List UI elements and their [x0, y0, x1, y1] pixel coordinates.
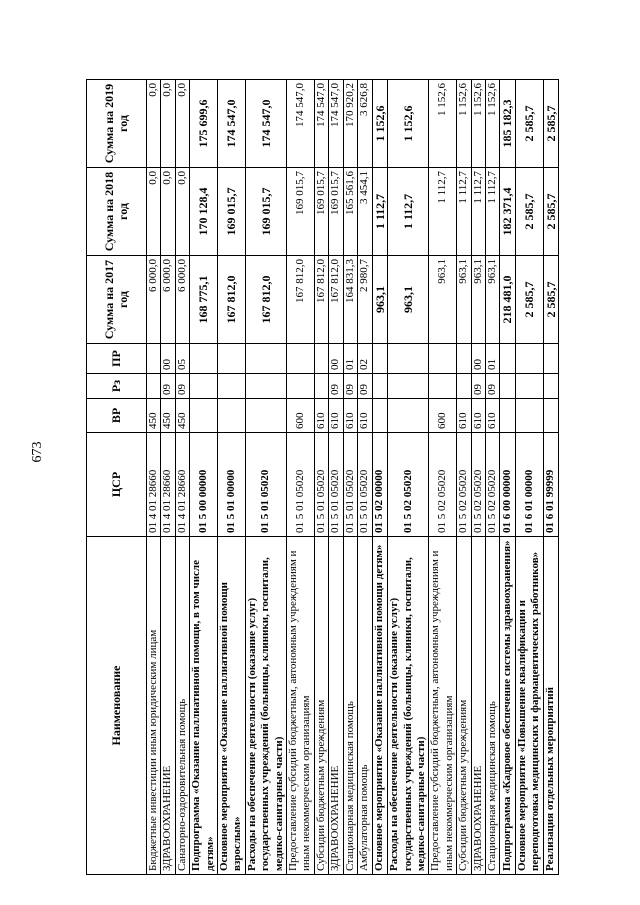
cell-pr: 00: [161, 344, 175, 374]
cell-y2017: 167 812,0: [314, 256, 328, 344]
cell-vr: 450: [175, 399, 189, 433]
cell-name: Основное мероприятие «Оказание паллиативной помощи детям»: [372, 537, 388, 875]
table-row: [429, 80, 457, 875]
cell-y2018: 1 112,7: [457, 168, 471, 256]
cell-csr: 01 5 02 00000: [372, 433, 388, 537]
cell-csr: 01 5 02 05020: [457, 433, 471, 537]
cell-y2019: 1 152,6: [457, 80, 471, 168]
cell-y2019: 174 547,0: [245, 80, 286, 168]
cell-rz: [147, 374, 161, 399]
cell-csr: 01 5 01 05020: [343, 433, 357, 537]
cell-name: Субсидии бюджетным учреждениям: [314, 537, 328, 875]
cell-name: Предоставление субсидий бюджетным, автономным учреждениям и иным некоммерческим организациям: [429, 537, 457, 875]
table-row: [175, 80, 189, 875]
cell-y2018: 169 015,7: [314, 168, 328, 256]
cell-vr: 610: [471, 399, 485, 433]
cell-y2019: 0,0: [147, 80, 161, 168]
cell-y2017: 167 812,0: [218, 256, 246, 344]
cell-vr: [372, 399, 388, 433]
cell-name: ЗДРАВООХРАНЕНИЕ: [471, 537, 485, 875]
cell-vr: 610: [358, 399, 372, 433]
col-header-2018: Сумма на 2018 год: [87, 168, 147, 256]
cell-name: Стационарная медицинская помощь: [343, 537, 357, 875]
table-row: [245, 80, 286, 875]
cell-pr: 00: [471, 344, 485, 374]
cell-y2018: 165 561,6: [343, 168, 357, 256]
cell-y2018: 1 112,7: [388, 168, 429, 256]
cell-y2017: 963,1: [372, 256, 388, 344]
table-row: [358, 80, 372, 875]
table-row: [485, 80, 499, 875]
cell-vr: 610: [343, 399, 357, 433]
cell-y2019: 1 152,6: [471, 80, 485, 168]
cell-y2017: 2 585,7: [543, 256, 559, 344]
cell-pr: [245, 344, 286, 374]
cell-y2017: 6 000,0: [175, 256, 189, 344]
cell-y2018: 169 015,7: [218, 168, 246, 256]
cell-vr: [516, 399, 544, 433]
cell-y2017: 963,1: [471, 256, 485, 344]
cell-y2017: 6 000,0: [147, 256, 161, 344]
cell-vr: 610: [314, 399, 328, 433]
cell-pr: 01: [343, 344, 357, 374]
cell-csr: 01 5 02 05020: [388, 433, 429, 537]
cell-rz: [429, 374, 457, 399]
cell-y2017: 218 481,0: [500, 256, 516, 344]
cell-pr: [388, 344, 429, 374]
cell-pr: [372, 344, 388, 374]
cell-y2017: 963,1: [429, 256, 457, 344]
cell-y2019: 1 152,6: [429, 80, 457, 168]
table-row: [314, 80, 328, 875]
cell-rz: 09: [358, 374, 372, 399]
cell-y2018: 169 015,7: [329, 168, 343, 256]
cell-vr: [543, 399, 559, 433]
cell-csr: 01 5 01 00000: [218, 433, 246, 537]
cell-rz: [500, 374, 516, 399]
cell-y2018: 0,0: [147, 168, 161, 256]
cell-y2018: 1 112,7: [485, 168, 499, 256]
col-header-vr: ВР: [87, 399, 147, 433]
cell-vr: [245, 399, 286, 433]
cell-csr: 01 4 01 28660: [161, 433, 175, 537]
table-header: [87, 80, 147, 875]
cell-vr: [500, 399, 516, 433]
cell-name: Основное мероприятие «Повышение квалификации и переподготовка медицинских и фармацевтических работников»: [516, 537, 544, 875]
cell-csr: 01 5 00 00000: [190, 433, 218, 537]
cell-csr: 01 5 02 05020: [471, 433, 485, 537]
cell-y2018: 1 112,7: [372, 168, 388, 256]
cell-y2018: 2 585,7: [543, 168, 559, 256]
col-header-2019: Сумма на 2019 год: [87, 80, 147, 168]
cell-name: Субсидии бюджетным учреждениям: [457, 537, 471, 875]
table-row: [516, 80, 544, 875]
cell-rz: [287, 374, 315, 399]
cell-csr: 01 5 01 05020: [245, 433, 286, 537]
cell-y2018: 1 112,7: [429, 168, 457, 256]
table-row: [161, 80, 175, 875]
cell-csr: 01 5 02 05020: [485, 433, 499, 537]
cell-rz: 09: [471, 374, 485, 399]
cell-y2018: 169 015,7: [245, 168, 286, 256]
table-row: [329, 80, 343, 875]
cell-pr: [543, 344, 559, 374]
cell-y2017: 168 775,1: [190, 256, 218, 344]
cell-vr: 450: [147, 399, 161, 433]
cell-name: Реализация отдельных мероприятий: [543, 537, 559, 875]
cell-y2017: 167 812,0: [287, 256, 315, 344]
cell-y2019: 0,0: [161, 80, 175, 168]
cell-y2018: 170 128,4: [190, 168, 218, 256]
cell-pr: [314, 344, 328, 374]
rotated-page: [86, 80, 559, 875]
cell-csr: 01 5 01 05020: [358, 433, 372, 537]
table-row: [388, 80, 429, 875]
col-header-2017: Сумма на 2017 год: [87, 256, 147, 344]
cell-pr: [147, 344, 161, 374]
cell-rz: 09: [485, 374, 499, 399]
col-header-csr: ЦСР: [87, 433, 147, 537]
cell-csr: 01 5 02 05020: [429, 433, 457, 537]
cell-y2019: 174 547,0: [287, 80, 315, 168]
cell-y2019: 170 920,2: [343, 80, 357, 168]
table-row: [372, 80, 388, 875]
cell-csr: 01 4 01 28660: [147, 433, 161, 537]
cell-csr: 01 5 01 05020: [314, 433, 328, 537]
cell-y2017: 167 812,0: [329, 256, 343, 344]
cell-csr: 01 5 01 05020: [329, 433, 343, 537]
cell-vr: 600: [429, 399, 457, 433]
cell-name: Подпрограмма «Оказание паллиативной помощи, в том числе детям»: [190, 537, 218, 875]
cell-y2017: 963,1: [485, 256, 499, 344]
cell-vr: 610: [485, 399, 499, 433]
cell-pr: 05: [175, 344, 189, 374]
cell-pr: [287, 344, 315, 374]
cell-pr: [218, 344, 246, 374]
cell-pr: 00: [329, 344, 343, 374]
cell-rz: [190, 374, 218, 399]
cell-rz: [457, 374, 471, 399]
cell-name: Бюджетные инвестиции иным юридическим лицам: [147, 537, 161, 875]
cell-rz: [218, 374, 246, 399]
cell-vr: [218, 399, 246, 433]
cell-rz: [245, 374, 286, 399]
table-row: [500, 80, 516, 875]
cell-rz: [388, 374, 429, 399]
cell-y2019: 0,0: [175, 80, 189, 168]
cell-pr: [190, 344, 218, 374]
page-number: 673: [30, 441, 45, 463]
cell-name: Амбулаторная помощь: [358, 537, 372, 875]
cell-name: ЗДРАВООХРАНЕНИЕ: [161, 537, 175, 875]
cell-name: Стационарная медицинская помощь: [485, 537, 499, 875]
col-header-rz: Рз: [87, 374, 147, 399]
cell-y2018: 169 015,7: [287, 168, 315, 256]
cell-pr: [516, 344, 544, 374]
cell-y2018: 182 371,4: [500, 168, 516, 256]
cell-pr: [457, 344, 471, 374]
table-body: [147, 80, 559, 875]
cell-y2018: 1 112,7: [471, 168, 485, 256]
cell-name: Предоставление субсидий бюджетным, автономным учреждениям и иным некоммерческим организациям: [287, 537, 315, 875]
cell-y2018: 2 585,7: [516, 168, 544, 256]
col-header-name: Наименование: [87, 537, 147, 875]
cell-rz: [543, 374, 559, 399]
cell-y2017: 167 812,0: [245, 256, 286, 344]
cell-y2019: 1 152,6: [372, 80, 388, 168]
cell-y2017: 963,1: [457, 256, 471, 344]
cell-rz: 09: [175, 374, 189, 399]
cell-name: Основное мероприятие «Оказание паллиативной помощи взрослым»: [218, 537, 246, 875]
cell-y2019: 1 152,6: [388, 80, 429, 168]
cell-vr: [190, 399, 218, 433]
cell-name: Расходы на обеспечение деятельности (оказание услуг) государственных учреждений (больницы, клиники, госпитали, медико-санитарные части): [245, 537, 286, 875]
cell-vr: [388, 399, 429, 433]
cell-name: Подпрограмма «Кадровое обеспечение системы здравоохранения»: [500, 537, 516, 875]
table-row: [343, 80, 357, 875]
cell-y2017: 2 585,7: [516, 256, 544, 344]
cell-y2019: 174 547,0: [218, 80, 246, 168]
cell-rz: 09: [161, 374, 175, 399]
table-row: [190, 80, 218, 875]
cell-csr: 01 6 00 00000: [500, 433, 516, 537]
table-row: [287, 80, 315, 875]
cell-rz: [516, 374, 544, 399]
cell-rz: 09: [329, 374, 343, 399]
table-row: [218, 80, 246, 875]
cell-vr: 600: [287, 399, 315, 433]
cell-y2019: 174 547,0: [329, 80, 343, 168]
cell-y2017: 6 000,0: [161, 256, 175, 344]
cell-y2019: 175 699,6: [190, 80, 218, 168]
cell-y2019: 2 585,7: [516, 80, 544, 168]
cell-y2018: 0,0: [161, 168, 175, 256]
cell-vr: 610: [329, 399, 343, 433]
cell-y2018: 0,0: [175, 168, 189, 256]
cell-y2017: 963,1: [388, 256, 429, 344]
cell-pr: 02: [358, 344, 372, 374]
cell-rz: [372, 374, 388, 399]
cell-pr: [500, 344, 516, 374]
cell-name: Расходы на обеспечение деятельности (оказание услуг) государственных учреждений (больницы, клиники, госпитали, медико-санитарные части): [388, 537, 429, 875]
cell-y2019: 2 585,7: [543, 80, 559, 168]
cell-y2017: 2 980,7: [358, 256, 372, 344]
table-row: [457, 80, 471, 875]
col-header-pr: ПР: [87, 344, 147, 374]
cell-rz: [314, 374, 328, 399]
cell-y2017: 164 831,3: [343, 256, 357, 344]
table-row: [471, 80, 485, 875]
cell-y2019: 1 152,6: [485, 80, 499, 168]
cell-name: Санаторно-оздоровительная помощь: [175, 537, 189, 875]
cell-pr: [429, 344, 457, 374]
cell-csr: 01 4 01 28660: [175, 433, 189, 537]
cell-vr: 450: [161, 399, 175, 433]
cell-csr: 01 6 01 00000: [516, 433, 544, 537]
cell-pr: 01: [485, 344, 499, 374]
cell-name: ЗДРАВООХРАНЕНИЕ: [329, 537, 343, 875]
table-row: [543, 80, 559, 875]
cell-vr: 610: [457, 399, 471, 433]
budget-table: [86, 79, 559, 875]
cell-csr: 01 6 01 99999: [543, 433, 559, 537]
cell-csr: 01 5 01 05020: [287, 433, 315, 537]
cell-y2019: 174 547,0: [314, 80, 328, 168]
table-row: [147, 80, 161, 875]
cell-y2019: 3 626,8: [358, 80, 372, 168]
cell-y2018: 3 454,1: [358, 168, 372, 256]
cell-rz: 09: [343, 374, 357, 399]
cell-y2019: 185 182,3: [500, 80, 516, 168]
